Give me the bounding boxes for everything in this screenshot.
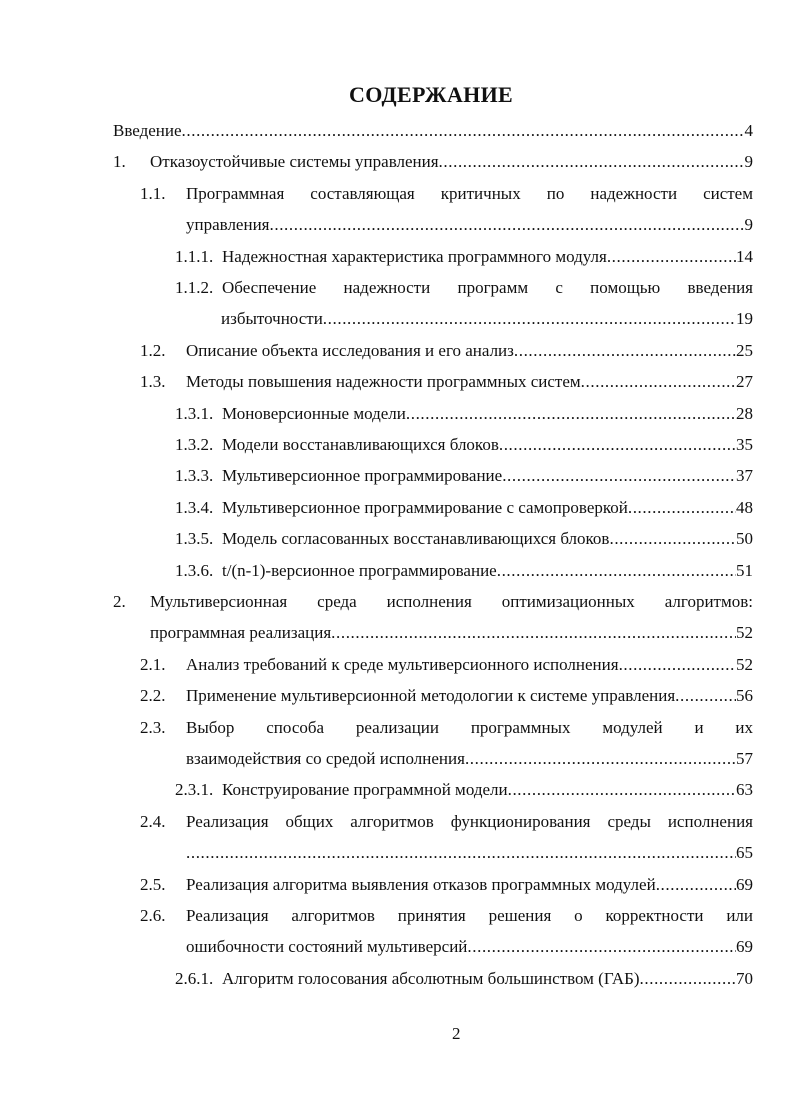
toc-leader-line	[186, 748, 753, 770]
toc-title: Выбор способа реализации программных модулей и их	[186, 717, 753, 737]
toc-leader-line	[186, 842, 753, 864]
toc-line	[113, 151, 753, 173]
toc-page: 37	[736, 466, 753, 486]
toc-number: 2.3.1.	[175, 780, 214, 800]
toc-title: Модели восстанавливающихся блоков	[222, 435, 499, 454]
toc-page: 19	[736, 309, 753, 329]
toc-leader-line	[222, 528, 753, 550]
toc-page: 52	[736, 623, 753, 643]
toc-title: Алгоритм голосования абсолютным большинством (ГАБ)	[222, 968, 640, 988]
leader-dots	[640, 968, 736, 990]
toc-title: управления	[186, 215, 270, 235]
toc-page: 57	[736, 749, 753, 768]
toc-page: 51	[736, 560, 753, 580]
toc-page: 65	[736, 843, 753, 863]
leader-dots	[628, 497, 736, 519]
toc-leader-line	[186, 214, 753, 236]
toc-line	[140, 905, 753, 927]
toc-line	[175, 779, 753, 801]
toc-line	[140, 685, 753, 707]
toc-page: 25	[736, 340, 753, 360]
toc-title: Реализация алгоритма выявления отказов программных модулей	[186, 874, 656, 894]
leader-dots	[497, 560, 736, 582]
toc-line	[186, 214, 753, 236]
toc-number: 2.1.	[140, 654, 166, 674]
toc-line	[221, 308, 753, 330]
toc-page: 48	[736, 497, 753, 517]
page-number: 2	[452, 1024, 461, 1043]
toc-line	[175, 528, 753, 550]
toc-line	[175, 434, 753, 456]
toc-leader-line	[186, 340, 753, 362]
toc-leader-line	[222, 497, 753, 519]
toc-number: 1.1.	[140, 183, 166, 203]
toc-leader-line	[222, 403, 753, 425]
toc-line	[113, 120, 753, 142]
toc-leader-line	[222, 968, 753, 990]
toc-title: Надежностная характеристика программного модуля	[222, 246, 607, 266]
leader-dots	[607, 246, 736, 268]
toc-line	[186, 748, 753, 770]
page-title: СОДЕРЖАНИЕ	[349, 82, 513, 107]
toc-number: 1.3.5.	[175, 529, 214, 549]
toc-page: 70	[736, 968, 753, 988]
toc-leader-line	[221, 308, 753, 330]
toc-line	[175, 560, 753, 582]
toc-number: 1.3.6.	[175, 560, 214, 580]
leader-dots	[581, 371, 736, 393]
toc-title: Методы повышения надежности программных систем	[186, 372, 581, 392]
toc-page: 4	[744, 121, 753, 140]
toc-title: Мультиверсионное программирование с самопроверкой	[222, 497, 628, 517]
toc-title: Отказоустойчивые системы управления	[150, 152, 439, 172]
toc-number: 1.1.2.	[175, 278, 214, 297]
leader-dots	[619, 654, 736, 676]
leader-dots	[508, 779, 736, 801]
toc-title: избыточности	[221, 309, 323, 329]
leader-dots	[656, 874, 736, 896]
toc-line	[140, 717, 753, 739]
leader-dots	[502, 465, 736, 487]
toc-title: ошибочности состояний мультиверсий	[186, 937, 468, 957]
toc-line	[140, 183, 753, 205]
toc-number: 2.5.	[140, 874, 166, 894]
toc-leader-line	[222, 246, 753, 268]
toc-line	[175, 246, 753, 268]
toc-line	[175, 968, 753, 990]
toc-leader-line	[186, 936, 753, 958]
toc-number: 2.3.	[140, 717, 166, 737]
toc-title: Моноверсионные модели	[222, 403, 406, 423]
toc-number: 2.6.1.	[175, 968, 214, 988]
toc-page: 63	[736, 780, 753, 800]
leader-dots	[514, 340, 736, 362]
leader-dots	[675, 685, 736, 707]
toc-line	[140, 340, 753, 362]
toc-line	[186, 842, 753, 864]
toc-title: программная реализация	[150, 623, 332, 643]
toc-title: Анализ требований к среде мультиверсионного исполнения	[186, 654, 619, 674]
leader-dots	[465, 748, 736, 770]
toc-line	[140, 654, 753, 676]
toc-page: 69	[736, 937, 753, 957]
toc-line	[140, 874, 753, 896]
toc-title: Описание объекта исследования и его анализ	[186, 340, 514, 360]
toc-page: 14	[736, 246, 753, 266]
toc-title: Введение	[113, 121, 182, 140]
toc-number: 1.2.	[140, 340, 166, 360]
toc-leader-line	[222, 465, 753, 487]
toc-title: t/(n-1)-версионное программирование	[222, 560, 497, 580]
toc-title: Мультиверсионное программирование	[222, 466, 503, 486]
toc-title: Модель согласованных восстанавливающихся блоков	[222, 529, 610, 549]
toc-page: 56	[736, 686, 753, 706]
toc-number: 1.3.1.	[175, 403, 214, 423]
toc-line	[113, 591, 753, 613]
toc-page: 50	[736, 529, 753, 549]
toc-line	[175, 465, 753, 487]
toc-leader-line	[113, 120, 753, 142]
leader-dots	[467, 936, 736, 958]
toc-number: 2.2.	[140, 686, 166, 706]
toc-title: взаимодействия со средой исполнения	[186, 749, 465, 768]
toc-leader-line	[186, 654, 753, 676]
toc-line	[140, 371, 753, 393]
toc-leader-line	[222, 560, 753, 582]
leader-dots	[406, 403, 736, 425]
toc-number: 1.3.2.	[175, 435, 214, 454]
toc-title: Реализация общих алгоритмов функционирования среды исполнения	[186, 811, 753, 831]
toc-number: 1.3.	[140, 372, 166, 392]
toc-number: 1.1.1.	[175, 246, 214, 266]
toc-leader-line	[186, 874, 753, 896]
toc-leader-line	[222, 779, 753, 801]
toc-line	[175, 277, 753, 299]
toc-line	[186, 936, 753, 958]
toc-page: 28	[736, 403, 753, 423]
leader-dots	[499, 434, 736, 456]
leader-dots	[609, 528, 736, 550]
toc-line	[150, 622, 753, 644]
toc-page: 52	[736, 654, 753, 674]
toc-page: 9	[744, 215, 753, 235]
leader-dots	[182, 120, 745, 142]
toc-page: 27	[736, 372, 753, 392]
toc-line	[140, 811, 753, 833]
leader-dots	[439, 151, 745, 173]
toc-number: 1.	[113, 152, 126, 172]
leader-dots	[270, 214, 745, 236]
toc-line	[175, 497, 753, 519]
toc-leader-line	[222, 434, 753, 456]
toc-page: 69	[736, 874, 753, 894]
toc-number: 2.4.	[140, 811, 166, 831]
toc-title: Реализация алгоритмов принятия решения о корректности или	[186, 906, 753, 925]
toc-leader-line	[150, 622, 753, 644]
toc-page: 9	[744, 152, 753, 172]
toc-number: 2.6.	[140, 906, 166, 925]
toc-title: Конструирование программной модели	[222, 780, 508, 800]
toc-title: Программная составляющая критичных по надежности систем	[186, 183, 753, 203]
toc-title: Мультиверсионная среда исполнения оптимизационных алгоритмов:	[150, 592, 753, 611]
toc-line	[175, 403, 753, 425]
toc-leader-line	[150, 151, 753, 173]
toc-page: 35	[736, 435, 753, 454]
leader-dots	[186, 842, 736, 864]
leader-dots	[323, 308, 736, 330]
toc-number: 1.3.4.	[175, 497, 214, 517]
toc-leader-line	[186, 685, 753, 707]
toc-title: Применение мультиверсионной методологии к системе управления	[186, 686, 676, 706]
leader-dots	[331, 622, 736, 644]
toc-leader-line	[186, 371, 753, 393]
toc-number: 1.3.3.	[175, 466, 214, 486]
toc-number: 2.	[113, 592, 126, 611]
toc-title: Обеспечение надежности программ с помощью введения	[222, 278, 753, 297]
